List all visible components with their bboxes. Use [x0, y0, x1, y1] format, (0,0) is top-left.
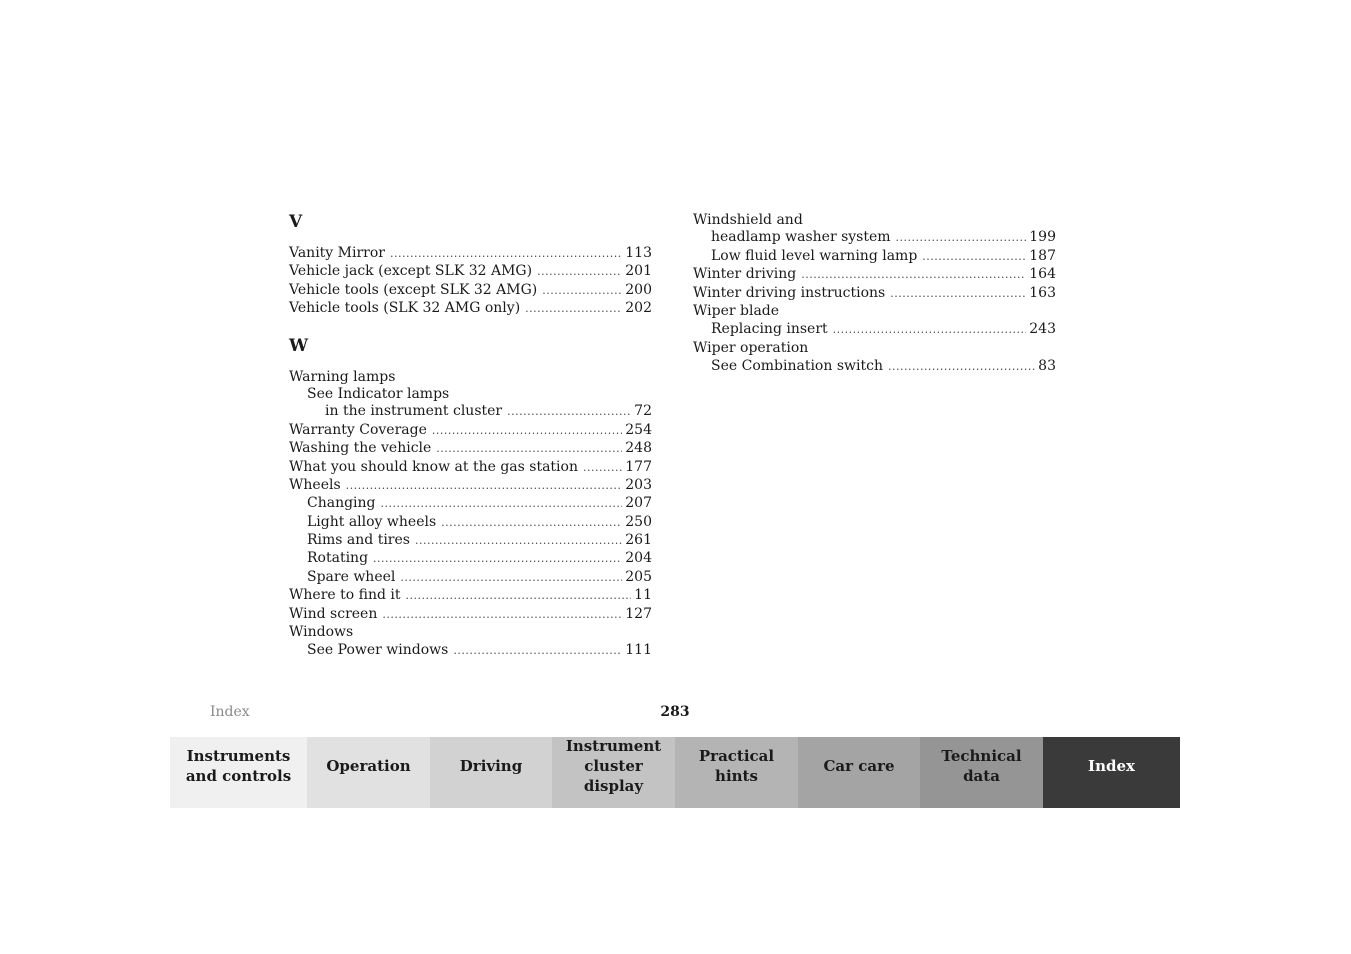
index-heading: Warning lamps — [289, 368, 396, 385]
index-entry[interactable]: headlamp washer system ..... 199 — [693, 228, 1056, 246]
index-entry[interactable]: Vehicle tools (SLK 32 AMG only) ..... 202 — [289, 299, 652, 317]
index-column-left — [289, 212, 652, 660]
index-heading: Windows — [289, 624, 354, 641]
index-entry[interactable]: See Combination switch ..... 83 — [693, 357, 1056, 375]
index-entry[interactable]: Washing the vehicle ..... 248 — [289, 439, 652, 457]
index-entry[interactable]: Low fluid level warning lamp ..... 187 — [693, 247, 1056, 265]
index-entry[interactable]: Wind screen ..... 127 — [289, 605, 652, 623]
tab-operation[interactable]: Operation — [307, 737, 430, 808]
index-subheading: See Indicator lamps — [307, 385, 450, 402]
page-number: 283 — [660, 704, 690, 720]
index-entry[interactable]: Vehicle tools (except SLK 32 AMG) ..... 200 — [289, 281, 652, 299]
index-entry[interactable]: Light alloy wheels ..... 250 — [289, 513, 652, 531]
index-entry[interactable]: Vehicle jack (except SLK 32 AMG) ..... 201 — [289, 262, 652, 280]
index-entry[interactable]: Changing ..... 207 — [289, 494, 652, 512]
index-entry[interactable]: Wheels ..... 203 — [289, 476, 652, 494]
index-entry[interactable]: Warranty Coverage ..... 254 — [289, 421, 652, 439]
tab-index[interactable]: Index — [1043, 737, 1180, 808]
index-entry[interactable]: Winter driving ..... 164 — [693, 265, 1056, 283]
index-entry[interactable]: Where to find it ..... 11 — [289, 586, 652, 604]
index-entry[interactable]: Vanity Mirror ..... 113 — [289, 244, 652, 262]
footer-section-label: Index — [210, 704, 250, 720]
section-letter-w: W — [289, 335, 309, 356]
index-entry[interactable]: Rotating ..... 204 — [289, 549, 652, 567]
index-entry[interactable]: See Power windows ..... 111 — [289, 641, 652, 659]
index-entry[interactable]: Rims and tires ..... 261 — [289, 531, 652, 549]
tab-instruments-and-controls[interactable]: Instruments and controls — [170, 737, 307, 808]
section-letter-v: V — [289, 212, 303, 232]
index-entry[interactable]: Winter driving instructions ..... 163 — [693, 284, 1056, 302]
chapter-tab-bar — [170, 737, 1180, 808]
tab-technical-data[interactable]: Technical data — [920, 737, 1043, 808]
index-heading: Wiper blade — [693, 302, 780, 319]
index-entry[interactable]: Replacing insert ..... 243 — [693, 320, 1056, 338]
index-heading: Wiper operation — [693, 339, 809, 356]
index-entry[interactable]: in the instrument cluster ..... 72 — [289, 402, 652, 420]
index-entry[interactable]: Spare wheel ..... 205 — [289, 568, 652, 586]
tab-driving[interactable]: Driving — [430, 737, 552, 808]
tab-instrument-cluster-display[interactable]: Instrument cluster display — [552, 737, 675, 808]
tab-car-care[interactable]: Car care — [798, 737, 920, 808]
index-entry[interactable]: What you should know at the gas station ..... 177 — [289, 458, 652, 476]
index-column-right — [693, 212, 1056, 376]
tab-practical-hints[interactable]: Practical hints — [675, 737, 798, 808]
index-heading: Windshield and — [693, 212, 803, 228]
